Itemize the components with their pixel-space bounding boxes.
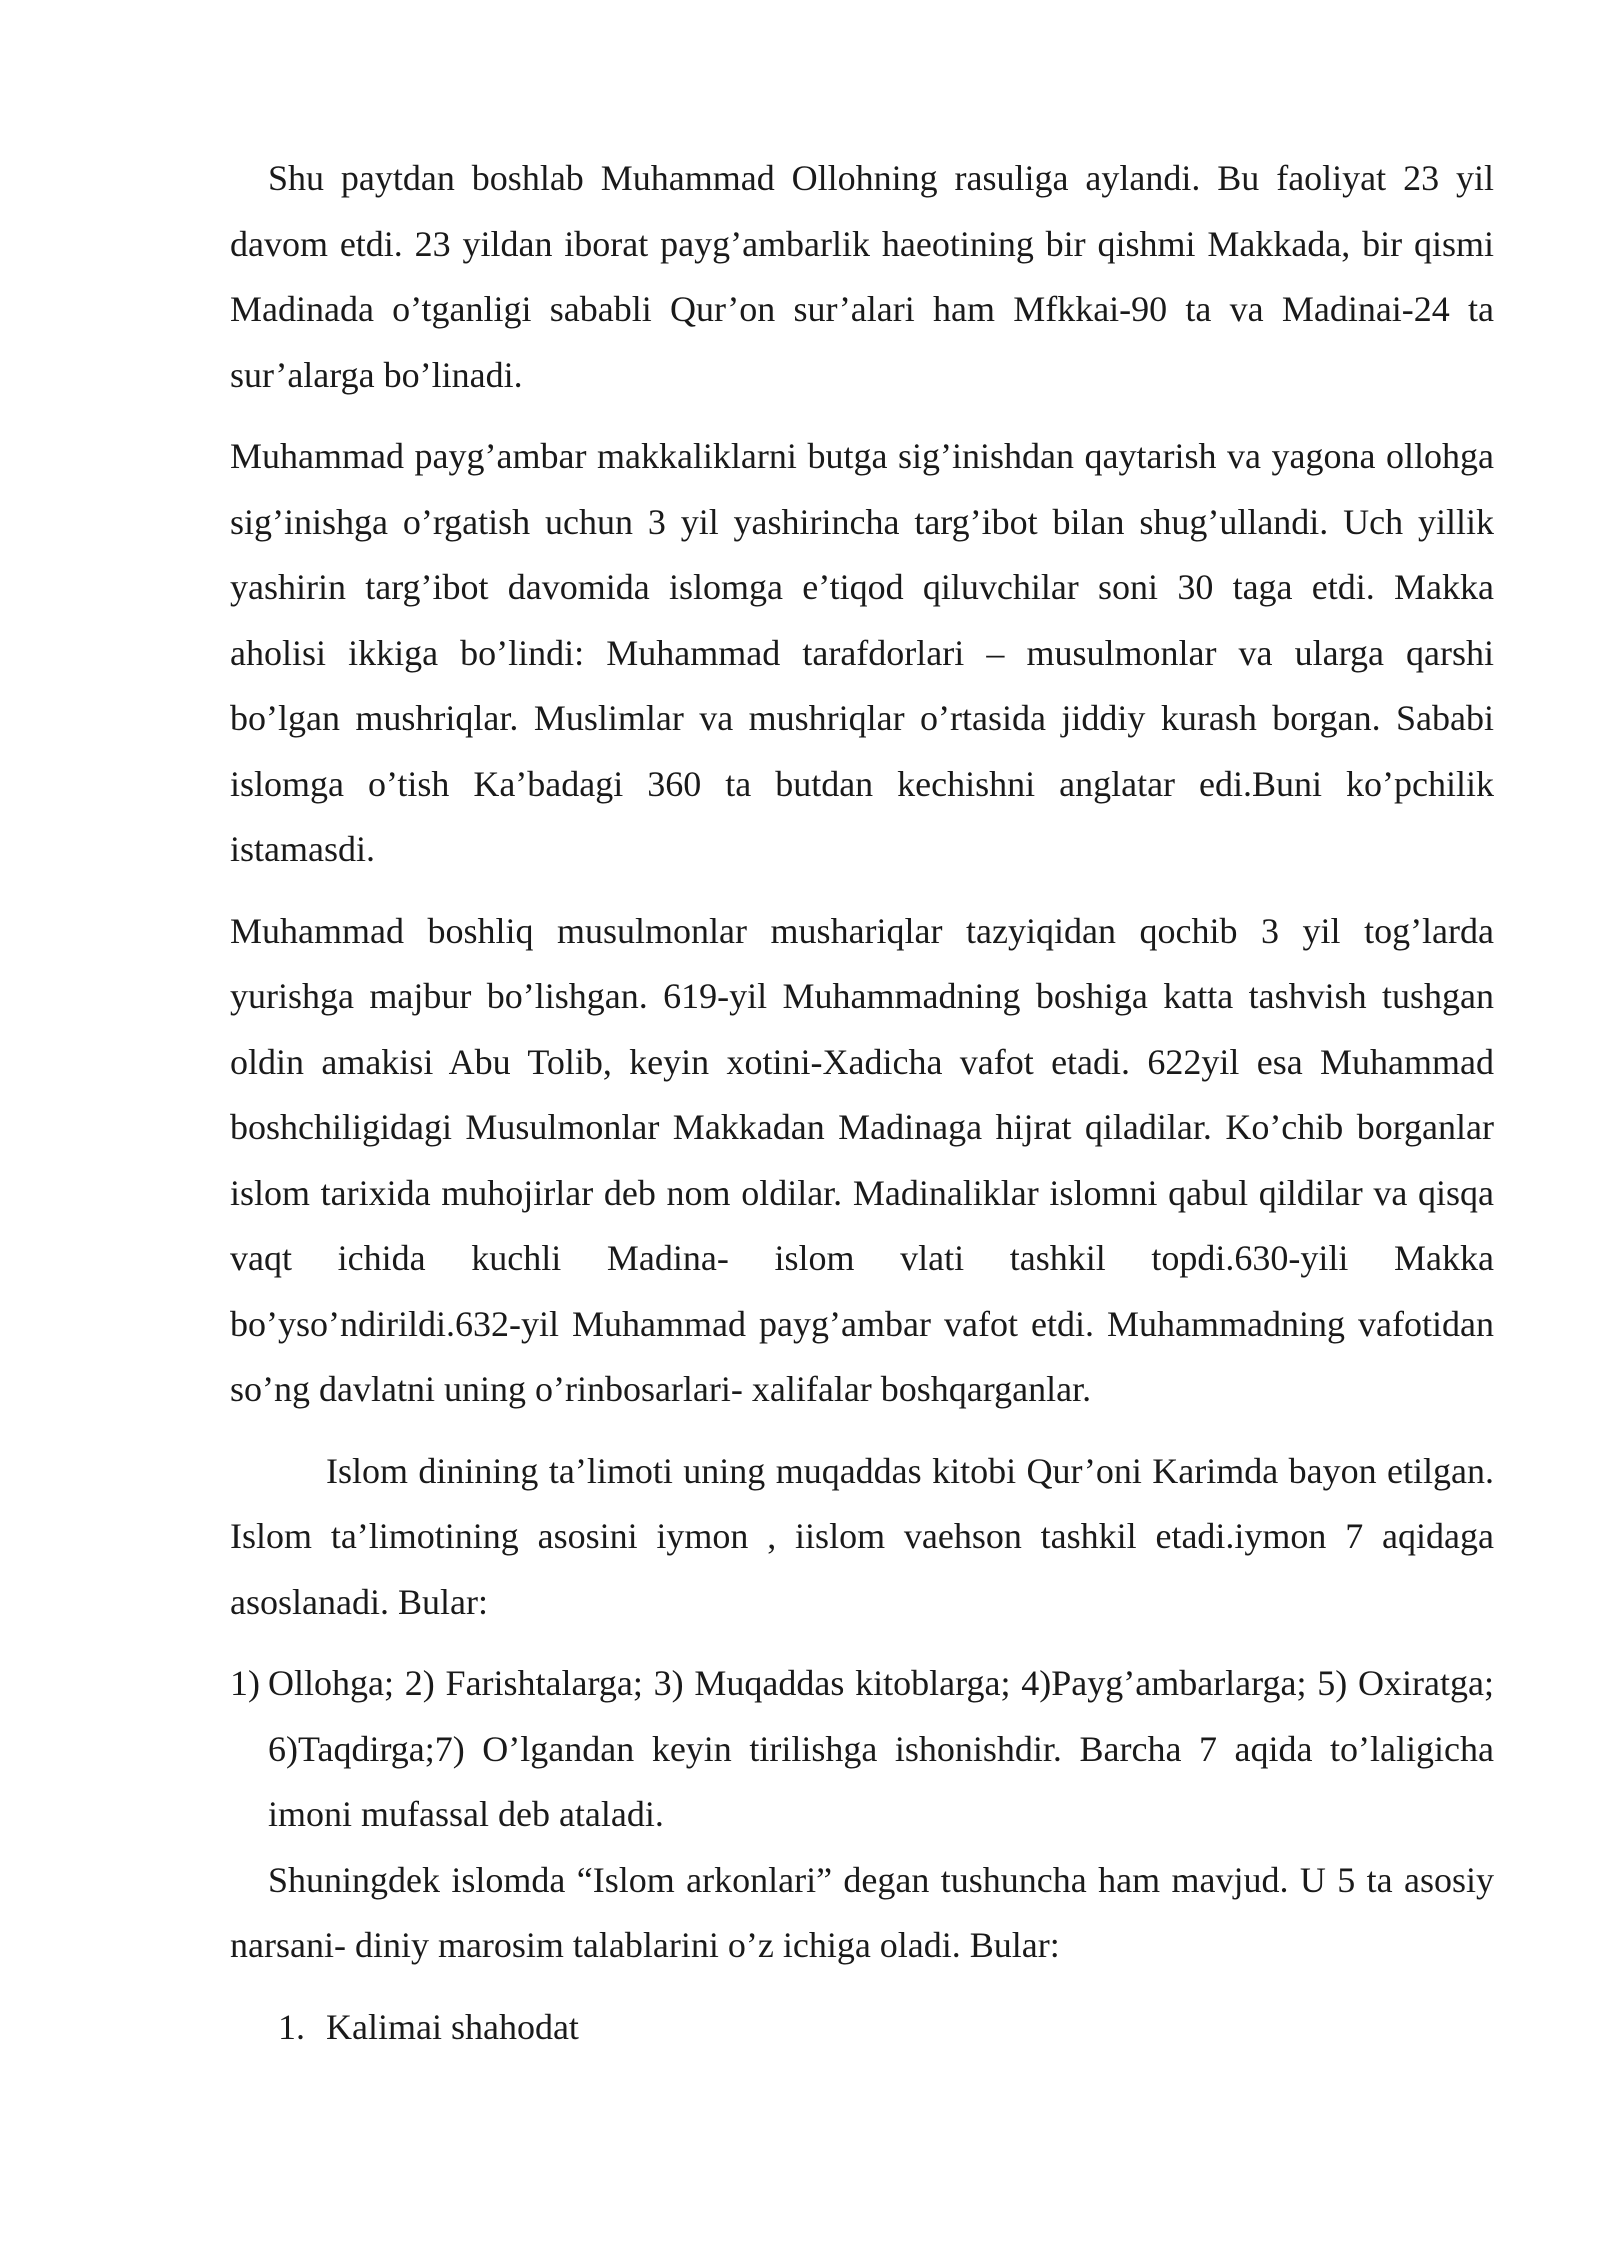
list-marker: 1. xyxy=(278,2006,305,2047)
list-item-text: Kalimai shahodat xyxy=(326,2006,579,2047)
pillars-list xyxy=(230,1995,1494,2061)
list-marker: 1) xyxy=(230,1663,260,1703)
paragraph-5: Shuningdek islomda “Islom arkonlari” degan tushuncha ham mavjud. U 5 ta asosiy narsani- diniy marosim talablarini o’z ichiga oladi. Bular: xyxy=(230,1859,1494,1965)
paragraph-3: Muhammad boshliq musulmonlar mushariqlar tazyiqidan qochib 3 yil tog’larda yurishga majbur bo’lishgan. 619-yil Muhammadning boshiga katta tashvish tushgan oldin amakisi Abu Tolib, keyin xotini-Xadicha vafot etadi. 622yil esa Muhammad boshchiligidagi Musulmonlar Makkadan Madinaga hijrat qiladilar. Ko’chib borganlar islom tarixida muhojirlar deb nom oldilar. Madinaliklar islomni qabul qildilar va qisqa vaqt ichida kuchli Madina- islom vlati tashkil topdi.630-yili Makka bo’yso’ndirildi.632-yil Muhammad payg’ambar vafot etdi. Muhammadning vafotidan so’ng davlatni uning o’rinbosarlari- xalifalar boshqarganlar. xyxy=(230,910,1494,1409)
document-body xyxy=(230,146,1494,2060)
list-item xyxy=(230,1651,1494,1848)
list-item-text: Ollohga; 2) Farishtalarga; 3) Muqaddas kitoblarga; 4)Payg’ambarlarga; 5) Oxiratga; 6)Taqdirga;7) O’lgandan keyin tirilishga ishonishdir. Barcha 7 aqida to’laligicha imoni mufassal deb ataladi. xyxy=(268,1663,1494,1834)
paragraph-4: Islom dinining ta’limoti uning muqaddas kitobi Qur’oni Karimda bayon etilgan. Islom ta’limotining asosini iymon , iislom vaehson tashkil etadi.iymon 7 aqidaga asoslanadi. Bular: xyxy=(230,1450,1494,1622)
paragraph-2: Muhammad payg’ambar makkaliklarni butga sig’inishdan qaytarish va yagona ollohga sig’inishga o’rgatish uchun 3 yil yashirincha targ’ibot bilan shug’ullandi. Uch yillik yashirin targ’ibot davomida islomga e’tiqod qiluvchilar soni 30 taga etdi. Makka aholisi ikkiga bo’lindi: Muhammad tarafdorlari – musulmonlar va ularga qarshi bo’lgan mushriqlar. Muslimlar va mushriqlar o’rtasida jiddiy kurash borgan. Sababi islomga o’tish Ka’badagi 360 ta butdan kechishni anglatar edi.Buni ko’pchilik istamasdi. xyxy=(230,436,1494,869)
list-item xyxy=(230,1995,1494,2061)
paragraph-1: Shu paytdan boshlab Muhammad Ollohning rasuliga aylandi. Bu faoliyat 23 yil davom etdi. 23 yildan iborat payg’ambarlik haeotining bir qishmi Makkada, bir qismi Madinada o’tganligi sababli Qur’on sur’alari ham Mfkkai-90 ta va Madinai-24 ta sur’alarga bo’linadi. xyxy=(230,158,1494,395)
beliefs-list xyxy=(230,1651,1494,1848)
